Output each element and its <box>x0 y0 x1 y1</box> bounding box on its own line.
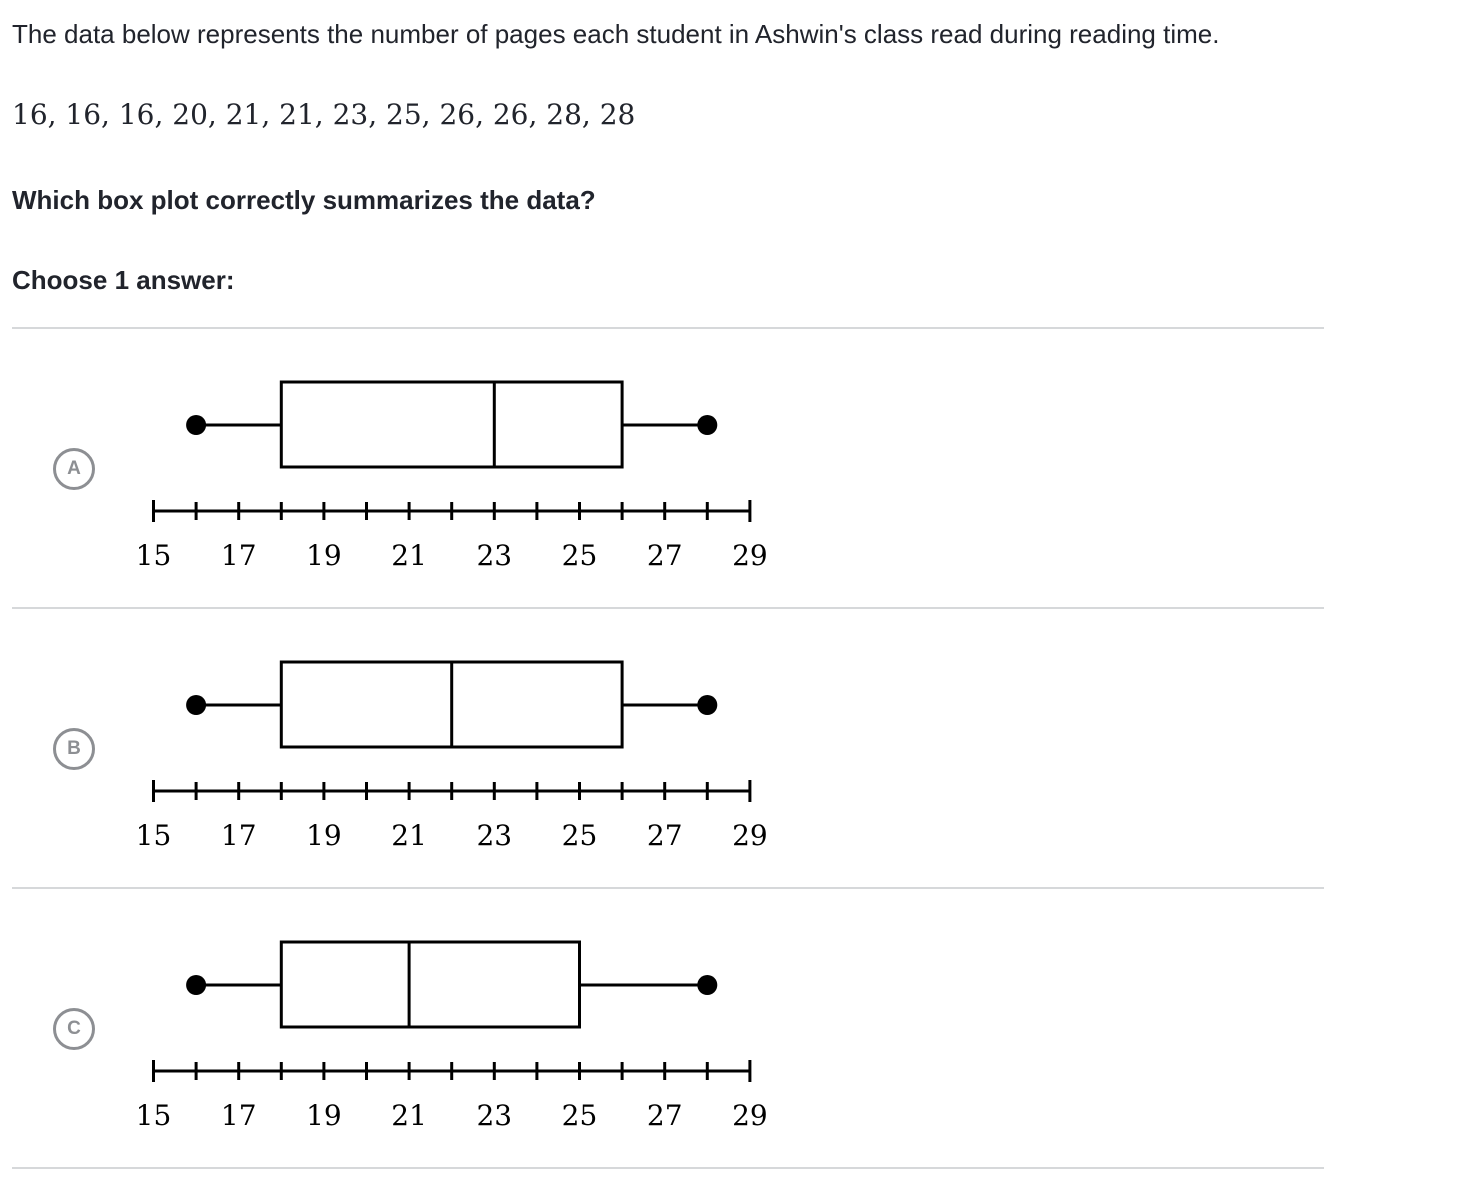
tick-label: 23 <box>476 539 513 572</box>
choice-b[interactable] <box>12 609 1324 887</box>
tick-label: 27 <box>646 1099 683 1132</box>
answer-instruction: Choose 1 answer: <box>12 265 235 295</box>
choice-a-letter[interactable]: A <box>53 448 95 490</box>
tick-label: 17 <box>220 1099 257 1132</box>
tick-label: 19 <box>306 819 342 852</box>
tick-label: 21 <box>391 1099 427 1132</box>
tick-label: 25 <box>561 819 598 852</box>
min-point <box>186 695 206 715</box>
iqr-box <box>281 382 622 467</box>
dataset-values: 16, 16, 16, 20, 21, 21, 23, 25, 26, 26, 28, 28 <box>12 98 636 131</box>
tick-label: 29 <box>732 539 768 572</box>
box-plot-b <box>12 609 812 887</box>
divider <box>12 1167 1324 1169</box>
tick-label: 29 <box>732 1099 768 1132</box>
tick-label: 21 <box>391 539 427 572</box>
max-point <box>697 695 717 715</box>
tick-label: 27 <box>646 539 683 572</box>
choice-c[interactable] <box>12 889 1324 1167</box>
tick-label: 17 <box>220 819 257 852</box>
tick-label: 17 <box>220 539 257 572</box>
max-point <box>697 975 717 995</box>
choice-c-letter[interactable]: C <box>53 1008 95 1050</box>
max-point <box>697 415 717 435</box>
tick-label: 21 <box>391 819 427 852</box>
question-text: Which box plot correctly summarizes the data? <box>12 185 596 215</box>
question-prompt: The data below represents the number of pages each student in Ashwin's class read during reading time. <box>12 19 1220 49</box>
tick-label: 23 <box>476 1099 513 1132</box>
box-plot-a <box>12 329 812 607</box>
tick-label: 25 <box>561 539 598 572</box>
iqr-box <box>281 942 579 1027</box>
tick-label: 15 <box>135 819 172 852</box>
tick-label: 19 <box>306 539 342 572</box>
tick-label: 29 <box>732 819 768 852</box>
box-plot-c <box>12 889 812 1167</box>
min-point <box>186 415 206 435</box>
tick-label: 15 <box>135 1099 172 1132</box>
tick-label: 25 <box>561 1099 598 1132</box>
tick-label: 19 <box>306 1099 342 1132</box>
min-point <box>186 975 206 995</box>
choice-b-letter[interactable]: B <box>53 728 95 770</box>
tick-label: 23 <box>476 819 513 852</box>
choice-a[interactable] <box>12 329 1324 607</box>
tick-label: 27 <box>646 819 683 852</box>
tick-label: 15 <box>135 539 172 572</box>
